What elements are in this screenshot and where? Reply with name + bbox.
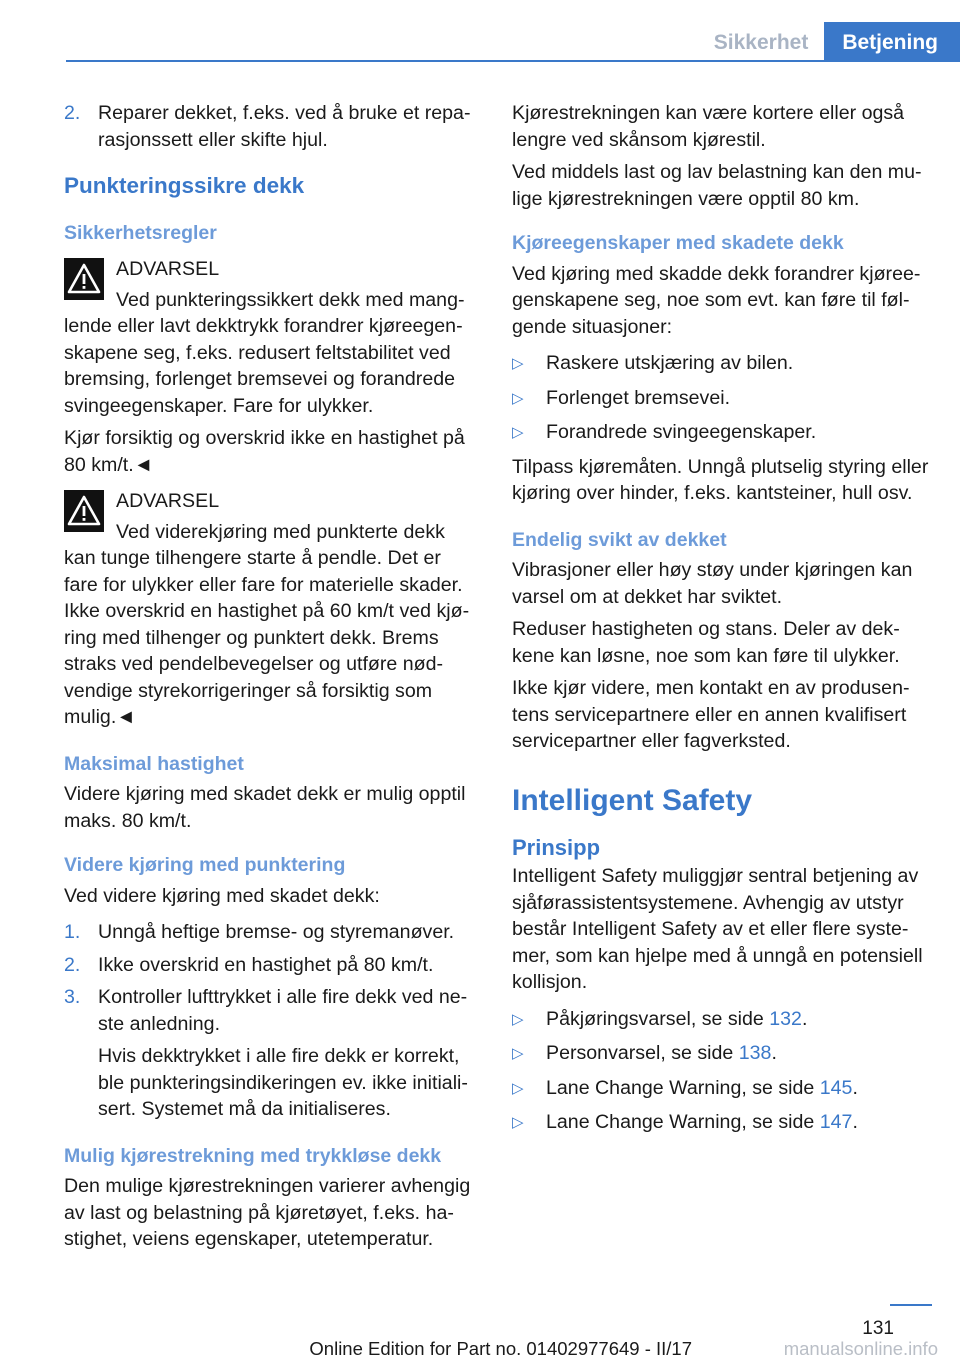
mulig-text: Den mulige kjørestrekningen varierer avhengig av last og belastning på kjøretøyet, f.eks. hastighet, veiens egenskaper, utetemperatur. [64, 1175, 471, 1250]
bullet-item [512, 350, 930, 378]
bullet-triangle-icon: ▷ [512, 424, 524, 441]
step-number: 2. [64, 102, 81, 124]
warning-body [64, 287, 478, 420]
page-link-132[interactable]: 132 [769, 1007, 802, 1030]
heading-videre-kjoring: Videre kjøring med punktering [64, 854, 346, 876]
bullet-text: Forandrede svingeegenskaper. [546, 421, 817, 443]
maks-text: Videre kjøring med skadet dekk er mulig opptil maks. 80 km/t. [64, 783, 466, 832]
bullet-text: Lane Change Warning, se side [546, 1111, 820, 1133]
paragraph-1: Kjørestrekningen kan være kortere eller også lengre ved skånsom kjørestil. [512, 102, 905, 151]
bullet-text: Raskere utskjæring av bilen. [546, 352, 794, 374]
list-item [64, 984, 478, 1037]
bullet-item: ▷ Påkjøringsvarsel, se side 132. [512, 1006, 930, 1034]
list-text: Ikke overskrid en hastighet på 80 km/t. [98, 953, 434, 976]
bullet-text: Personvarsel, se side [546, 1042, 739, 1064]
list-number: 2. [64, 953, 81, 976]
kjore-text: Ved kjøring med skadde dekk forandrer kjøreegenskapene seg, noe som evt. kan føre til følgende situasjoner: [512, 262, 921, 338]
bullet-text: Påkjøringsvarsel, se side [546, 1007, 770, 1030]
list-number: 1. [64, 921, 81, 943]
warning-block-2 [64, 488, 478, 731]
warning-block-1 [64, 256, 478, 478]
list-subtext: Hvis dekktrykket i alle fire dekk er korrekt, ble punkteringsindikeringen ev. ikke initialisert. Systemet må da initialiseres. [98, 1045, 468, 1120]
bullet-triangle-icon: ▷ [512, 1079, 524, 1097]
page-link-147[interactable]: 147 [819, 1111, 853, 1133]
heading-prinsipp: Prinsipp [512, 834, 601, 860]
warning-text: Ved viderekjøring med punkterte dekk kan tunge tilhengere starte å pendle. Det er fare for ulykker eller fare for materielle skader. Ikke overskrid en hastighet på 60 km/t ved kjøring med tilhenger og punktert dekk. Brems straks ved pendelbevegelser og utføre nødvendige styrekorrigeringer så forsiktig som mulig.◄ [64, 520, 470, 728]
warning-instruction: Kjør forsiktig og overskrid ikke en hastighet på 80 km/t.◄ [64, 427, 465, 476]
watermark: manualsonline.info [783, 1338, 938, 1359]
list-item [64, 952, 478, 979]
step-2 [64, 100, 478, 153]
heading-intelligent-safety: Intelligent Safety [512, 783, 753, 817]
warning-title: ADVARSEL [116, 490, 220, 512]
left-column [64, 100, 478, 1259]
bullet-item: ▷ Personvarsel, se side 138. [512, 1040, 930, 1068]
page-link-145[interactable]: 145 [819, 1076, 853, 1099]
bullet-triangle-icon: ▷ [512, 1010, 524, 1028]
list-text: Kontroller lufttrykket i alle fire dekk ved neste anledning. [98, 986, 468, 1035]
bullet-triangle-icon: ▷ [512, 355, 524, 372]
warning-triangle-icon [64, 258, 104, 300]
edition-line: Online Edition for Part no. 01402977649 - II/17 [309, 1338, 692, 1359]
header-rule [66, 60, 960, 62]
heading-maksimal-hastighet: Maksimal hastighet [64, 752, 244, 775]
bullet-text: Lane Change Warning, se side [546, 1076, 820, 1099]
endelig-paragraph-3: Ikke kjør videre, men kontakt en av produsentens servicepartnere eller en annen kvalifisert servicepartner eller fagverksted. [512, 677, 910, 752]
page-number: 131 [862, 1318, 894, 1339]
warning-title: ADVARSEL [116, 258, 220, 280]
paragraph-2: Ved middels last og lav belastning kan den mulige kjørestrekningen være opptil 80 km. [512, 161, 922, 210]
footer-rule [890, 1304, 932, 1306]
warning-triangle-icon [64, 490, 104, 532]
step-text: Reparer dekket, f.eks. ved å bruke et reparasjonssett eller skifte hjul. [98, 102, 471, 151]
list-item [64, 919, 478, 946]
videre-intro: Ved videre kjøring med skadet dekk: [64, 884, 380, 907]
tab-sikkerhet[interactable]: Sikkerhet [713, 31, 809, 54]
endelig-paragraph-2: Reduser hastigheten og stans. Deler av dekkene kan løsne, noe som kan føre til ulykker. [512, 618, 900, 667]
tab-betjening[interactable]: Betjening [824, 22, 960, 62]
header-tabs [698, 22, 960, 62]
prinsipp-text: Intelligent Safety muliggjør sentral betjening av sjåførassistentsystemene. Avhengig av utstyr består Intelligent Safety av et eller flere systemer, som kan hjelpe med å unngå en potensiell kollisjon. [512, 865, 923, 993]
bullet-triangle-icon: ▷ [512, 1045, 524, 1062]
warning-body [64, 519, 478, 731]
bullet-text: Forlenget bremsevei. [546, 386, 731, 409]
tilpass-text: Tilpass kjøremåten. Unngå plutselig styring eller kjøring over hinder, f.eks. kantsteiner, hull osv. [512, 455, 929, 504]
bullet-item: ▷ Lane Change Warning, se side 147. [512, 1109, 930, 1137]
heading-mulig-kjorestrekning: Mulig kjørestrekning med trykkløse dekk [64, 1144, 442, 1167]
bullet-item [512, 385, 930, 413]
endelig-paragraph-1: Vibrasjoner eller høy støy under kjøringen kan varsel om at dekket har sviktet. [512, 559, 913, 608]
bullet-triangle-icon: ▷ [512, 389, 524, 407]
heading-endelig-svikt: Endelig svikt av dekket [512, 528, 727, 551]
warning-text: Ved punkteringssikkert dekk med manglende eller lavt dekktrykk forandrer kjøreegenskapene seg, f.eks. redusert feltstabilitet ved bremsing, forlenget bremsevei og forandrede svingeegenskaper. Fare for ulykker. [64, 288, 465, 417]
bullet-item [512, 419, 930, 447]
heading-kjoreegenskaper: Kjøreegenskaper med skadete dekk [512, 232, 844, 254]
list-number: 3. [64, 986, 81, 1008]
heading-punkteringssikre-dekk: Punkteringssikre dekk [64, 173, 305, 198]
right-column [512, 100, 930, 1144]
heading-sikkerhetsregler: Sikkerhetsregler [64, 221, 217, 244]
page-link-138[interactable]: 138 [738, 1042, 772, 1064]
list-text: Unngå heftige bremse- og styremanøver. [98, 921, 455, 943]
bullet-item: ▷ Lane Change Warning, se side 145. [512, 1075, 930, 1103]
bullet-triangle-icon: ▷ [512, 1114, 524, 1131]
